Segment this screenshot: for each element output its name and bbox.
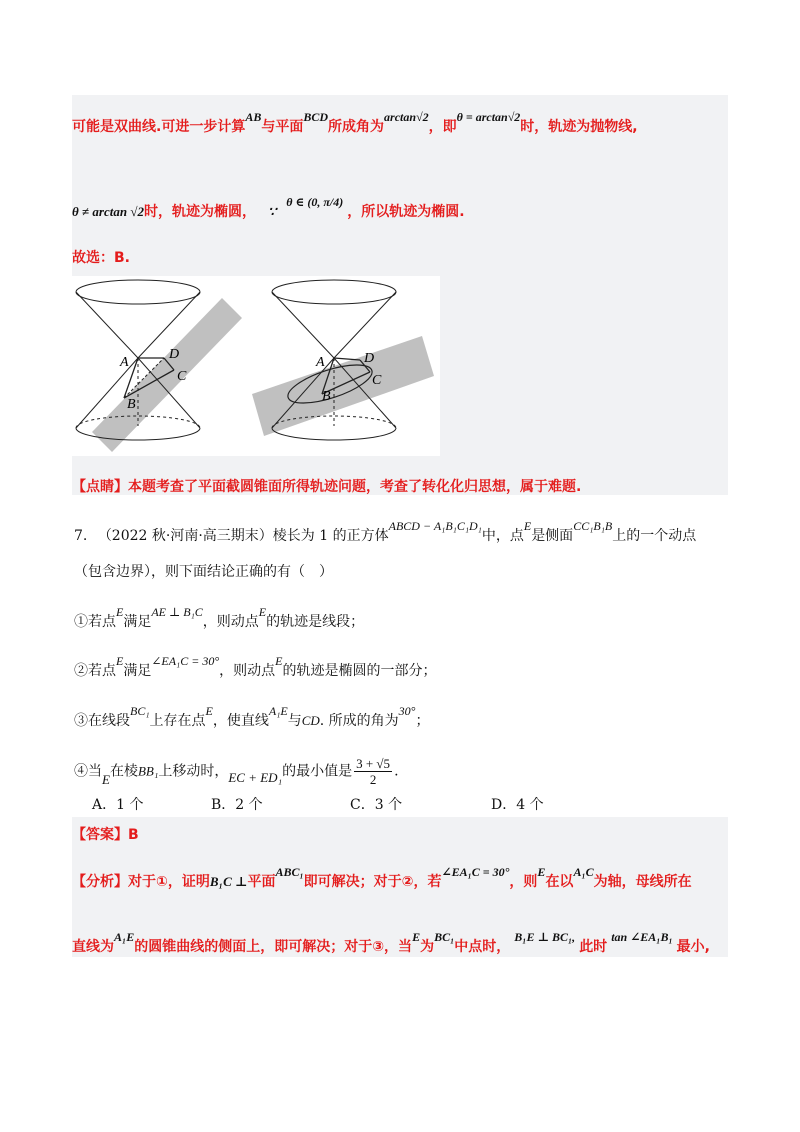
text-segment: ，则动点 bbox=[219, 663, 276, 679]
cone-diagram bbox=[72, 276, 440, 456]
math-tan: tan ∠EA₁B₁ bbox=[611, 930, 673, 944]
answer-value: B bbox=[128, 827, 139, 843]
math-face: CC₁B₁B bbox=[573, 519, 613, 533]
text-segment: 为轴，母线所在 bbox=[593, 874, 692, 890]
math-e: E bbox=[205, 704, 213, 718]
math-cube: ABCD − A₁B₁C₁D₁ bbox=[388, 519, 482, 533]
question-source: （2022 秋·河南·高三期末）棱长为 1 的正方体 bbox=[97, 528, 389, 544]
text-segment: 满足 bbox=[123, 663, 152, 679]
math-bcd: BCD bbox=[303, 110, 329, 124]
text-segment: ，即 bbox=[428, 119, 457, 135]
math-theta-eq: θ = arctan√2 bbox=[456, 110, 521, 124]
text-segment: 在以 bbox=[545, 874, 574, 890]
text-segment: 中，点 bbox=[481, 528, 524, 544]
text-segment: ； bbox=[415, 713, 430, 729]
left-cone bbox=[76, 280, 242, 452]
text-segment: 的轨迹是椭圆的一部分； bbox=[282, 663, 437, 679]
analysis-line-1 bbox=[72, 865, 692, 891]
right-cone bbox=[252, 280, 434, 440]
right-label-b: B bbox=[322, 389, 331, 404]
left-cutting-plane bbox=[92, 298, 242, 452]
math-e: E bbox=[116, 654, 124, 668]
math-e: E bbox=[275, 654, 283, 668]
right-cutting-plane bbox=[252, 336, 434, 436]
statement-4 bbox=[74, 756, 399, 787]
text-segment: 时，轨迹为椭圆， bbox=[143, 204, 256, 220]
text-segment: 上存在点 bbox=[149, 713, 206, 729]
text-segment: ④当 bbox=[74, 763, 102, 780]
text-segment: 的圆锥曲线的侧面上，即可解决；对于③，当 bbox=[134, 939, 413, 955]
math-e: E bbox=[523, 519, 532, 533]
analysis-line-2 bbox=[72, 930, 710, 956]
math-b1c-perp: B₁C ⊥ bbox=[209, 874, 248, 889]
math-e: E bbox=[412, 930, 421, 944]
math-a1c: A₁C bbox=[573, 865, 594, 879]
math-a1e: A₁E bbox=[268, 704, 288, 718]
text-segment: 时，轨迹为抛物线, bbox=[520, 119, 638, 135]
math-b1e-perp: B₁E ⊥ BC₁, bbox=[514, 930, 576, 944]
question-number: 7. bbox=[74, 528, 88, 544]
text-segment: 即可解决；对于②，若 bbox=[303, 874, 442, 890]
comment-tag: 【点睛】 bbox=[72, 479, 128, 495]
option-d[interactable]: D．4 个 bbox=[491, 797, 544, 813]
text-segment: 中点时， bbox=[454, 939, 511, 955]
math-bb1: BB₁ bbox=[137, 763, 159, 779]
fraction-numerator: 3 + √5 bbox=[356, 756, 391, 771]
text-segment: . 所成的角为 bbox=[319, 713, 399, 729]
text-segment: 满足 bbox=[123, 614, 152, 630]
solution-line-1 bbox=[72, 110, 638, 136]
math-because: ∵ bbox=[267, 204, 277, 219]
text-segment: 的最小值是 bbox=[282, 763, 353, 780]
option-b[interactable]: B．2 个 bbox=[211, 797, 263, 813]
statement-1 bbox=[74, 605, 364, 631]
option-c[interactable]: C．3 个 bbox=[350, 797, 403, 813]
question-line-2: （包含边界），则下面结论正确的有（ ） bbox=[74, 564, 333, 580]
math-cd: CD bbox=[301, 713, 320, 728]
text-segment: 平面 bbox=[247, 874, 276, 890]
math-theta-neq: θ ≠ arctan √2 bbox=[72, 204, 144, 219]
math-theta-in: θ ∈ (0, π/4) bbox=[286, 195, 344, 209]
right-label-d: D bbox=[364, 351, 375, 366]
math-30deg: 30° bbox=[398, 704, 416, 718]
math-e: E bbox=[258, 605, 267, 619]
text-segment: . bbox=[394, 763, 399, 780]
solution-line-2 bbox=[72, 195, 465, 221]
text-segment: 最小, bbox=[676, 939, 710, 955]
text-segment: ③在线段 bbox=[74, 713, 130, 729]
text-segment: ，则 bbox=[509, 874, 538, 890]
math-angle-30: ∠EA₁C = 30° bbox=[441, 865, 510, 879]
math-bc1: BC₁ bbox=[130, 704, 150, 718]
comment-text: 本题考查了平面截圆锥面所得轨迹问题，考查了转化化归思想，属于难题. bbox=[128, 479, 582, 495]
analysis-tag: 【分析】 bbox=[72, 874, 128, 890]
math-e: E bbox=[102, 771, 110, 787]
text-segment: 对于①，证明 bbox=[128, 874, 210, 890]
text-segment: 直线为 bbox=[72, 939, 114, 955]
math-angle-30: ∠EA₁C = 30° bbox=[151, 654, 220, 668]
option-a[interactable]: A．1 个 bbox=[92, 797, 144, 813]
math-ae-perp: AE ⊥ B₁C bbox=[151, 605, 203, 619]
text-segment: 在棱 bbox=[109, 763, 138, 780]
math-e: E bbox=[537, 865, 546, 879]
fraction bbox=[354, 756, 392, 787]
math-a1e: A₁E bbox=[114, 930, 135, 944]
answer-line: 故选：B. bbox=[72, 250, 130, 266]
statement-3 bbox=[74, 704, 429, 730]
left-label-d: D bbox=[169, 347, 180, 362]
left-label-c: C bbox=[177, 369, 187, 384]
text-segment: ，使直线 bbox=[212, 713, 269, 729]
right-label-a: A bbox=[316, 355, 325, 370]
answer-tag-line bbox=[72, 824, 139, 844]
text-segment: ，则动点 bbox=[202, 614, 259, 630]
comment-line bbox=[72, 476, 581, 496]
text-segment: 与 bbox=[287, 713, 302, 729]
text-segment: 是侧面 bbox=[531, 528, 574, 544]
text-segment: ，所以轨迹为椭圆. bbox=[347, 204, 465, 220]
math-ec-ed1: EC + ED₁ bbox=[228, 769, 283, 785]
text-segment: 上的一个动点 bbox=[612, 528, 697, 544]
math-ab: AB bbox=[245, 110, 262, 124]
math-abc1: ABC₁ bbox=[275, 865, 304, 879]
math-bc1: BC₁ bbox=[434, 930, 455, 944]
cone-figure bbox=[72, 276, 440, 456]
math-e: E bbox=[116, 605, 124, 619]
text-segment: 上移动时， bbox=[158, 763, 229, 780]
text-segment: 为 bbox=[420, 939, 435, 955]
text-segment: ①若点 bbox=[74, 614, 116, 630]
statement-2 bbox=[74, 654, 436, 680]
right-label-c: C bbox=[372, 373, 382, 388]
text-segment: 所成角为 bbox=[328, 119, 385, 135]
left-label-b: B bbox=[127, 397, 136, 412]
math-arctan: arctan√2 bbox=[384, 110, 429, 124]
question-line-1 bbox=[74, 519, 696, 545]
fraction-denominator: 2 bbox=[369, 772, 377, 787]
text-segment: 可能是双曲线.可进一步计算 bbox=[72, 119, 246, 135]
left-label-a: A bbox=[120, 355, 129, 370]
text-segment: 的轨迹是线段； bbox=[266, 614, 365, 630]
text-segment: 与平面 bbox=[261, 119, 304, 135]
text-segment: 此时 bbox=[579, 939, 608, 955]
answer-tag: 【答案】 bbox=[72, 827, 128, 843]
text-segment: ②若点 bbox=[74, 663, 116, 679]
